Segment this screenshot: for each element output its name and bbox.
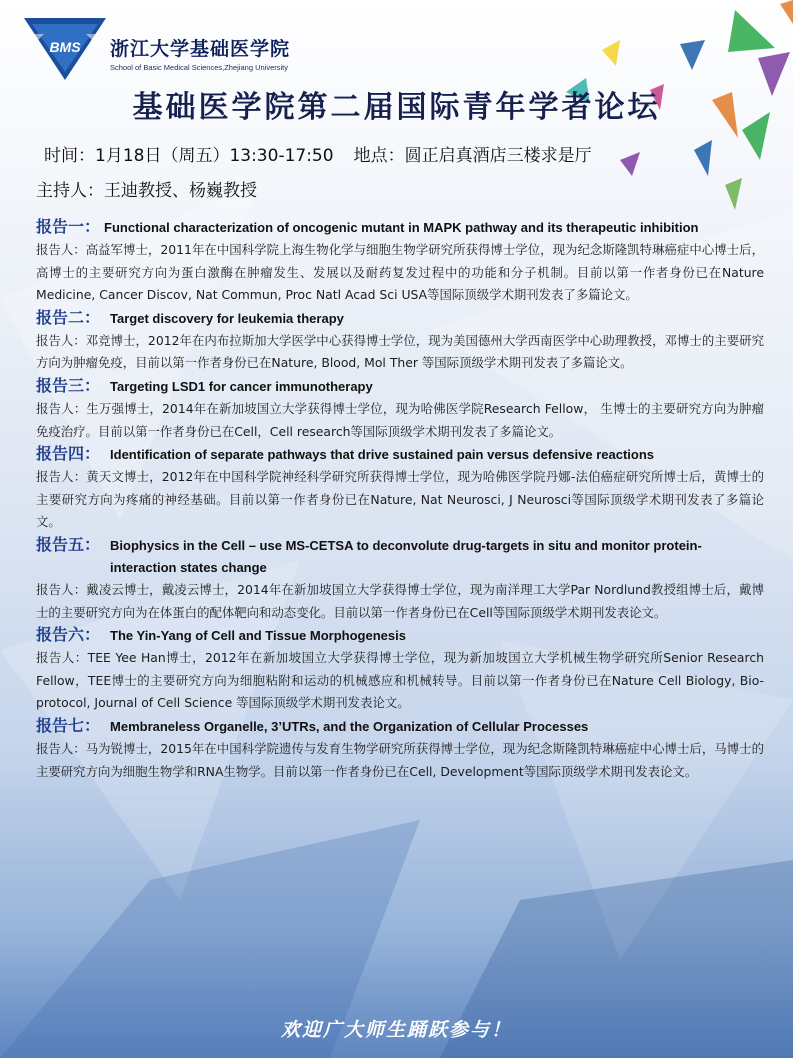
decorative-triangle xyxy=(725,178,742,210)
decorative-triangle xyxy=(728,10,775,52)
report-title: The Yin-Yang of Cell and Tissue Morphogenesis xyxy=(110,628,406,644)
report-item xyxy=(36,375,764,443)
report-item xyxy=(36,534,764,624)
report-list xyxy=(36,216,764,783)
decorative-triangle xyxy=(694,140,712,176)
report-title: Identification of separate pathways that drive sustained pain versus defensive reactions xyxy=(110,447,655,463)
report-item xyxy=(36,715,764,783)
time-place-line xyxy=(44,141,592,166)
school-name-en: School of Basic Medical Sciences,Zhejiang University xyxy=(110,63,288,72)
report-title: Targeting LSD1 for cancer immunotherapy xyxy=(110,378,373,394)
report-item xyxy=(36,216,764,307)
place-label: 地点：圆正启真酒店三楼求是厅 xyxy=(353,146,592,166)
header xyxy=(22,14,290,84)
page-title: 基础医学院第二届国际青年学者论坛 xyxy=(132,90,661,125)
report-title: Biophysics in the Cell – use MS-CETSA to deconvolute drug-targets in situ and monitor protein-interaction states change xyxy=(110,537,702,575)
decorative-triangle xyxy=(620,152,640,176)
report-title: Target discovery for leukemia therapy xyxy=(110,310,344,326)
report-label: 报告三： xyxy=(36,375,101,395)
report-body: 报告人：TEE Yee Han博士，2012年在新加坡国立大学获得博士学位，现为新加坡国立大学机械生物学研究所Senior Research Fellow，TEE博士的主要研究方向为细胞粘附和运动的机械感应和机械转导。目前以第一作者身份已在Nature Cell Biology, Bio-protocol, Journal of Cell Science 等国际顶级学术期刊发表论文。 xyxy=(36,650,764,711)
decorative-triangle xyxy=(780,0,793,24)
time-label: 时间：1月18日（周五）13:30-17:50 xyxy=(44,146,334,166)
school-logo-icon xyxy=(22,14,108,84)
report-item xyxy=(36,624,764,715)
school-name-cn: 浙江大学基础医学院 xyxy=(110,38,291,60)
report-label: 报告七： xyxy=(36,715,101,735)
report-item xyxy=(36,443,764,534)
logo-text: BMS xyxy=(49,39,81,55)
report-title: Membraneless Organelle, 3’UTRs, and the Organization of Cellular Processes xyxy=(110,718,589,734)
report-label: 报告二： xyxy=(36,307,101,327)
host-label: 主持人：王迪教授、杨巍教授 xyxy=(36,181,257,201)
report-item xyxy=(36,307,764,375)
report-label: 报告六： xyxy=(36,625,101,645)
report-title: Functional characterization of oncogenic mutant in MAPK pathway and its therapeutic inhibition xyxy=(104,220,699,235)
report-body: 报告人：生万强博士，2014年在新加坡国立大学获得博士学位，现为哈佛医学院Research Fellow， 生博士的主要研究方向为肿瘤免疫治疗。目前以第一作者身份已在Cell，Cell research等国际顶级学术期刊发表了多篇论文。 xyxy=(36,400,764,439)
decorative-triangle xyxy=(680,40,705,70)
report-body: 报告人：邓竞博士，2012年在内布拉斯加大学医学中心获得博士学位，现为美国德州大学西南医学中心助理教授，邓博士的主要研究方向为肿瘤免疫，目前以第一作者身份已在Nature, Blood, Mol Ther 等国际顶级学术期刊发表了多篇论文。 xyxy=(36,332,764,371)
report-label: 报告一： xyxy=(36,217,101,236)
report-label: 报告五： xyxy=(36,534,101,554)
decorative-triangle xyxy=(602,40,620,66)
report-body: 报告人：高益军博士，2011年在中国科学院上海生物化学与细胞生物学研究所获得博士学位，现为纪念斯隆凯特琳癌症中心博士后，高博士的主要研究方向为蛋白激酶在肿瘤发生、发展以及耐药复发过程中的功能和分子机制。目前以第一作者身份已在Nature Medicine, Cancer Discov, Nat Commun, Proc Natl Acad Sci USA等国际顶级学术期刊发表了多篇论文。 xyxy=(36,242,764,303)
report-body: 报告人：马为锐博士，2015年在中国科学院遗传与发育生物学研究所获得博士学位，现为纪念斯隆凯特琳癌症中心博士后，马博士的主要研究方向为细胞生物学和RNA生物学。目前以第一作者身份已在Cell, Development等国际顶级学术期刊发表论文。 xyxy=(36,740,764,779)
report-body: 报告人：戴凌云博士，戴凌云博士，2014年在新加坡国立大学获得博士学位，现为南洋理工大学Par Nordlund教授组博士后，戴博士的主要研究方向为在体蛋白的配体靶向和动态变化。目前以第一作者身份已在Cell等国际顶级学术期刊发表论文。 xyxy=(36,581,764,620)
report-label: 报告四： xyxy=(36,444,101,464)
report-body: 报告人：黄天文博士，2012年在中国科学院神经科学研究所获得博士学位，现为哈佛医学院丹娜-法伯癌症研究所博士后，黄博士的主要研究方向为疼痛的神经基础。目前以第一作者身份已在Nature, Nat Neurosci, J Neurosci等国际顶级学术期刊发表了多篇论文。 xyxy=(36,469,764,530)
footer-welcome: 欢迎广大师生踊跃参与！ xyxy=(280,1019,512,1041)
